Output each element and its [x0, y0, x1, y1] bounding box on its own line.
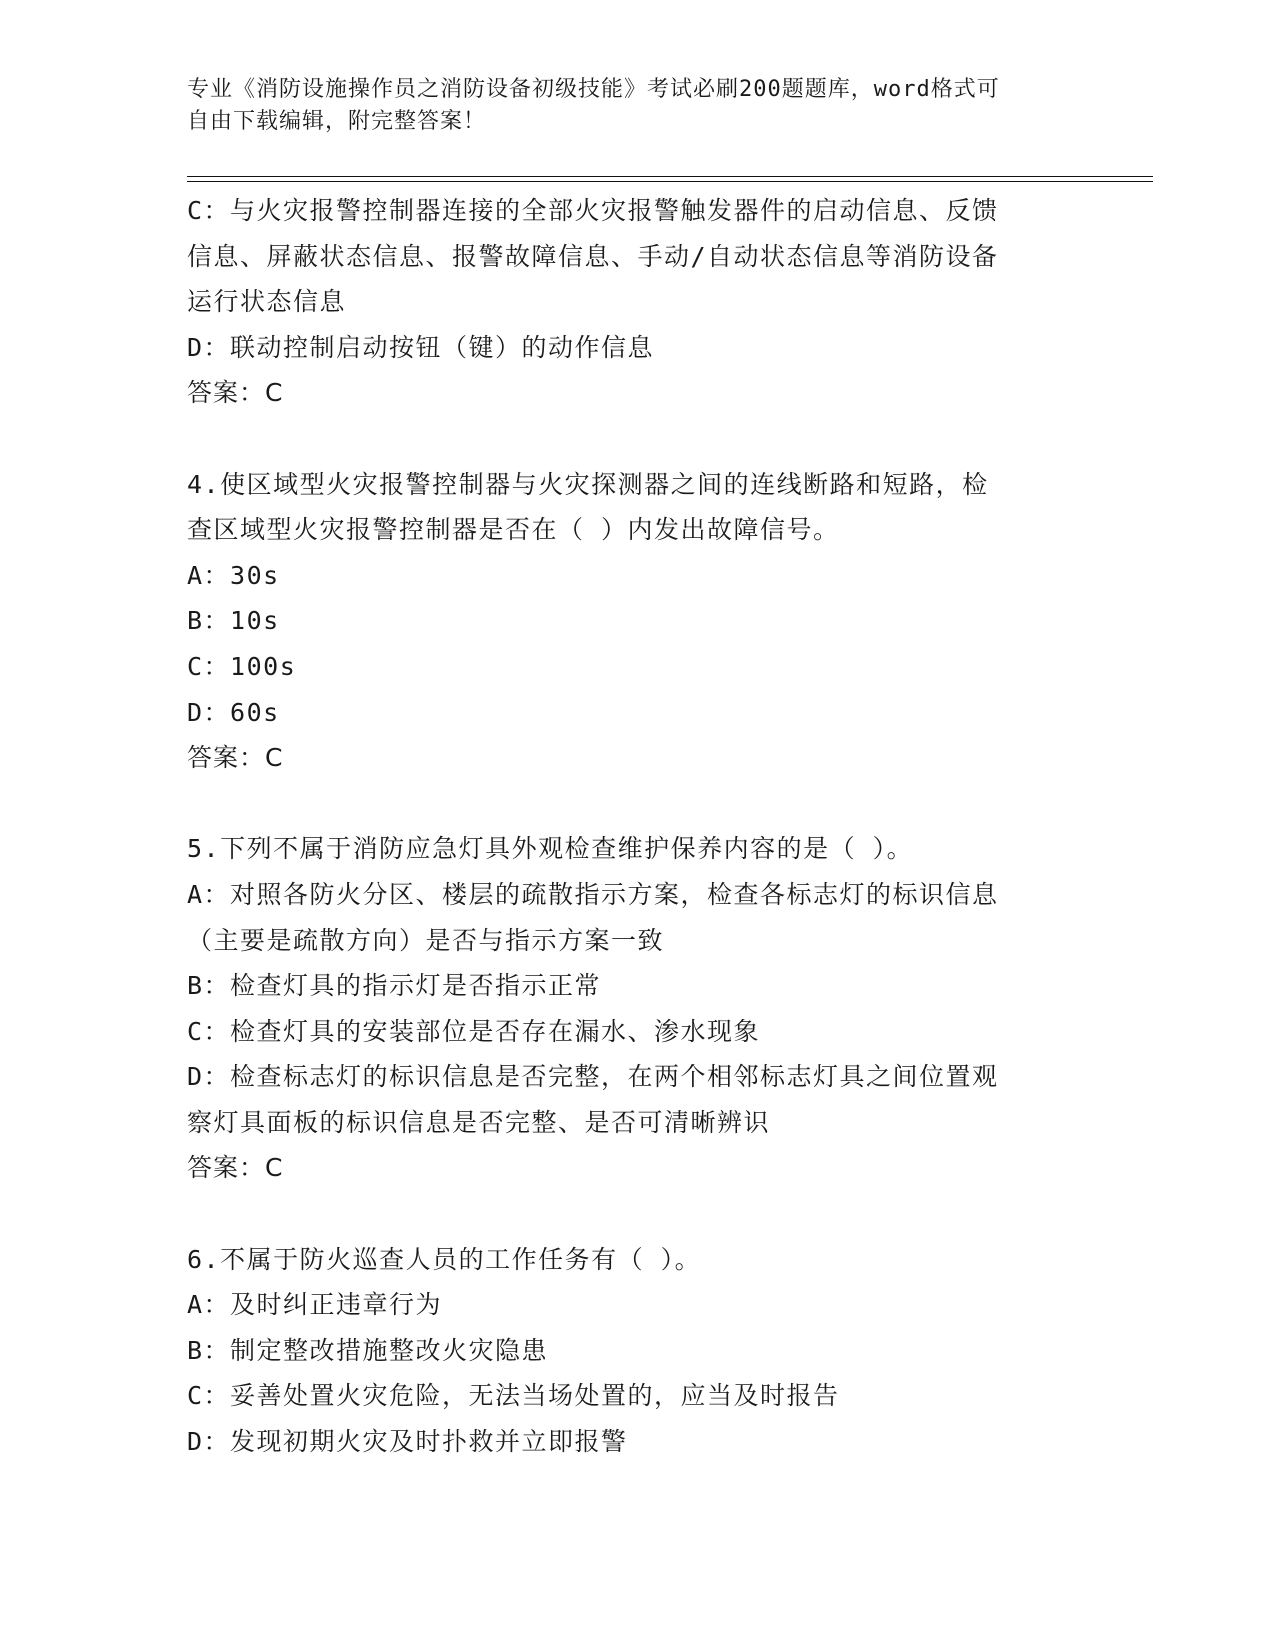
document-header [187, 74, 1067, 138]
q4-option-a: A：30s [187, 560, 280, 590]
header-title-line-1: 专业《消防设施操作员之消防设备初级技能》考试必刷200题题库，word格式可 [187, 77, 1000, 102]
q3-answer: 答案：C [187, 378, 284, 408]
spacer [187, 1191, 1087, 1237]
question-4 [187, 462, 1087, 781]
spacer [187, 781, 1087, 827]
q6-option-d: D：发现初期火灾及时扑救并立即报警 [187, 1427, 628, 1457]
q3-option-c-line-2: 信息、屏蔽状态信息、报警故障信息、手动/自动状态信息等消防设备 [187, 241, 999, 271]
q4-option-d: D：60s [187, 697, 280, 727]
question-3-continued [187, 188, 1087, 416]
q5-option-b: B：检查灯具的指示灯是否指示正常 [187, 971, 602, 1001]
q3-option-c-line-1: C：与火灾报警控制器连接的全部火灾报警触发器件的启动信息、反馈 [187, 196, 999, 225]
q6-option-a: A：及时纠正违章行为 [187, 1290, 443, 1320]
q5-option-c: C：检查灯具的安装部位是否存在漏水、渗水现象 [187, 1016, 761, 1046]
q4-option-b: B：10s [187, 606, 280, 636]
q6-stem: 6.不属于防火巡查人员的工作任务有（ ）。 [187, 1244, 702, 1274]
q5-option-a-line-2: （主要是疏散方向）是否与指示方案一致 [187, 925, 665, 955]
question-5 [187, 826, 1087, 1191]
question-6 [187, 1237, 1087, 1465]
q5-option-a-line-1: A：对照各防火分区、楼层的疏散指示方案，检查各标志灯的标识信息 [187, 879, 999, 909]
header-divider-top [187, 176, 1153, 177]
q4-stem-line-1: 4.使区域型火灾报警控制器与火灾探测器之间的连线断路和短路，检 [187, 469, 989, 499]
q4-option-c: C：100s [187, 651, 297, 681]
q3-option-d: D：联动控制启动按钮（键）的动作信息 [187, 332, 655, 362]
q5-option-d-line-2: 察灯具面板的标识信息是否完整、是否可清晰辨识 [187, 1107, 771, 1137]
q4-stem-line-2: 查区域型火灾报警控制器是否在（ ）内发出故障信号。 [187, 515, 840, 545]
q4-answer: 答案：C [187, 743, 284, 773]
q6-option-b: B：制定整改措施整改火灾隐患 [187, 1335, 549, 1365]
question-content [187, 188, 1087, 1465]
q6-option-c: C：妥善处置火灾危险，无法当场处置的，应当及时报告 [187, 1381, 840, 1411]
header-divider-bottom [187, 181, 1153, 182]
spacer [187, 416, 1087, 462]
header-title-line-2: 自由下载编辑，附完整答案！ [187, 109, 487, 134]
q3-option-c-line-3: 运行状态信息 [187, 287, 347, 317]
q5-answer: 答案：C [187, 1153, 284, 1183]
q5-option-d-line-1: D：检查标志灯的标识信息是否完整，在两个相邻标志灯具之间位置观 [187, 1062, 999, 1092]
q5-stem: 5.下列不属于消防应急灯具外观检查维护保养内容的是（ ）。 [187, 834, 914, 864]
